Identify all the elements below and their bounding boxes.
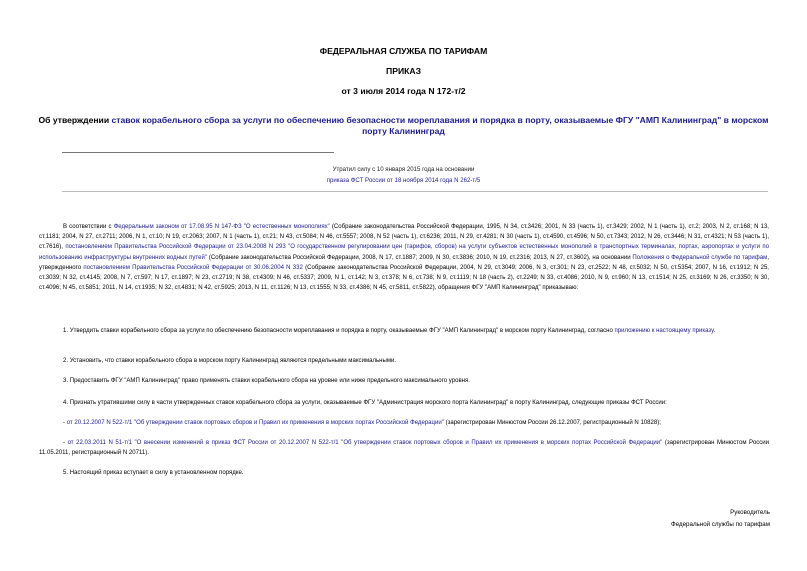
divider-long [62, 191, 768, 192]
preamble-text-4: , утвержденного [39, 254, 769, 271]
title-link[interactable]: ставок корабельного сбора за услуги по обеспечению безопасности мореплавания и порядка в порту, оказываемые ФГУ "АМП Калининград" в морском порту Калининград [111, 115, 769, 136]
preamble-text-3: (Собрание законодательства Российской Федерации, 2008, N 17, ст.1887; 2009, N 30, ст.3836; 2010, N 19, ст.2316; 2013, N 27, ст.3602), на основании [207, 254, 633, 261]
bullet-dash: - [63, 420, 67, 426]
preamble-text-5: (Собрание законодательства Российской Федерации, 2004, N 29, ст.3049; 2006, N 3, ст.301; N 23, ст.2522; N 48, ст.5032; N 50, ст.5354; 2007, N 16, ст.1912; N 25, ст.3039; N 32, ст.4145; 2008, N 7, ст.597; N 17, ст.1897; N 23, ст.2719; N 38, ст.4309; N 46, ст.5337; 2009, N 1, ст.142; N 3, ст.378; N 6, ст.738; N 9, ст.1119; N 18 (часть 2), ст.2249; N 33, ст.4086; 2010, N 9, ст.960; N 13, ст.1514; N 25, ст.3169; N 26, ст.3350; N 30, ст.4096; N 45, ст.5851; 2011, N 14, ст.1935; N 32, ст.4831; N 42, ст.5925; 2013, N 11, ст.1126; N 13, ст.1555; N 33, ст.4386; N 45, ст.5811, ст.5822), обращения ФГУ "АМП Калининград" приказываю: [39, 264, 769, 292]
item-2: 2. Установить, что ставки корабельного сбора в морском порту Калининград являются предельными максимальными. [63, 358, 397, 364]
repealed-order-2 [39, 438, 769, 458]
fst-regulation-link[interactable]: Положения о Федеральной службе по тарифам [632, 254, 768, 261]
document-title [30, 115, 777, 137]
item-1-end: . [713, 328, 716, 334]
appendix-link[interactable]: приложению к настоящему приказу [614, 328, 714, 334]
preamble-text-1: В соответствии с [63, 224, 114, 230]
order-51-link[interactable]: от 22.03.2011 N 51-т/1 "О внесении изменений в приказ ФСТ России от 20.12.2007 N 522-т/1 "Об утверждении ставок портовых сборов и Правил их применения в морских портах Российской Федерации" [67, 440, 663, 446]
doc-type: ПРИКАЗ [386, 66, 421, 76]
title-prefix: Об утверждении [38, 115, 112, 125]
signatory-title: Руководитель [730, 509, 770, 516]
order-522-link[interactable]: от 20.12.2007 N 522-т/1 "Об утверждении ставок портовых сборов и Правил их применения в морских портах Российской Федерации" [66, 420, 444, 426]
order-522-registration: (зарегистрирован Минюстом России 26.12.2007, регистрационный N 10828); [443, 420, 661, 426]
agency-name: ФЕДЕРАЛЬНАЯ СЛУЖБА ПО ТАРИФАМ [319, 46, 488, 56]
item-3: 3. Предоставить ФГУ "АМП Калининград" право применять ставки корабельного сбора на уровне или ниже предельного максимального уровня. [63, 378, 470, 384]
item-1-text: 1. Утвердить ставки корабельного сбора за услуги по обеспечению безопасности мореплавания и порядка в порту, оказываемые ФГУ "АМП Калининград" в морском порту Калининград, согласно [63, 328, 615, 334]
item-5: 5. Настоящий приказ вступает в силу в установленном порядке. [63, 470, 244, 476]
order-51-registration: (зарегистрирован Минюстом России 11.05.2011, регистрационный N 20711). [39, 440, 769, 457]
item-4: 4. Признать утратившими силу в части утвержденных ставок корабельного сбора за услуги, оказываемые ФГУ "Администрация морского порта Калининград" в порту Калининград, следующие приказы ФСТ России: [63, 400, 667, 406]
status-note-link[interactable]: приказа ФСТ России от 18 ноября 2014 года N 262-т/5 [326, 177, 481, 184]
preamble-paragraph [39, 222, 769, 293]
government-decree-293-link[interactable]: постановлением Правительства Российской Федерации от 23.04.2008 N 293 "О государственном регулировании цен (тарифов, сборов) на услуги субъектов естественных монополий в транспортных терминалах, портах, аэропортах и услуги по использованию инфраструктуры внутренних водных путей" [39, 244, 769, 261]
item-1 [39, 326, 769, 336]
repealed-order-1 [39, 418, 769, 428]
divider-short [62, 152, 334, 153]
status-note-text: Утратил силу с 10 января 2015 года на основании [332, 166, 475, 173]
bullet-dash: - [63, 440, 68, 446]
preamble-text-2: (Собрание законодательства Российской Федерации, 1995, N 34, ст.3426; 2001, N 33 (часть 1), ст.3429; 2002, N 1 (часть 1), ст.2; 2003, N 2, ст.168; N 13, ст.1181; 2004, N 27, ст.2711; 2006, N 1, ст.10; N 19, ст.2063; 2007, N 1 (часть 1), ст.21; N 43, ст.5084; N 46, ст.5557; 2008, N 52 (часть 1), ст.6236; 2011, N 29, ст.4281; N 30 (часть 1), ст.4590, ст.4596; N 50, ст.7343; 2012, N 26, ст.3446; N 31, ст.4321; N 53 (часть 1), ст.7616), [39, 224, 769, 251]
federal-law-link[interactable]: Федеральным законом от 17.08.95 N 147-ФЗ "О естественных монополиях" [113, 224, 330, 230]
doc-date-number: от 3 июля 2014 года N 172-т/2 [341, 86, 466, 96]
signatory-agency: Федеральной службы по тарифам [671, 521, 770, 528]
government-decree-332-link[interactable]: постановлением Правительства Российской Федерации от 30.06.2004 N 332 [83, 264, 303, 271]
